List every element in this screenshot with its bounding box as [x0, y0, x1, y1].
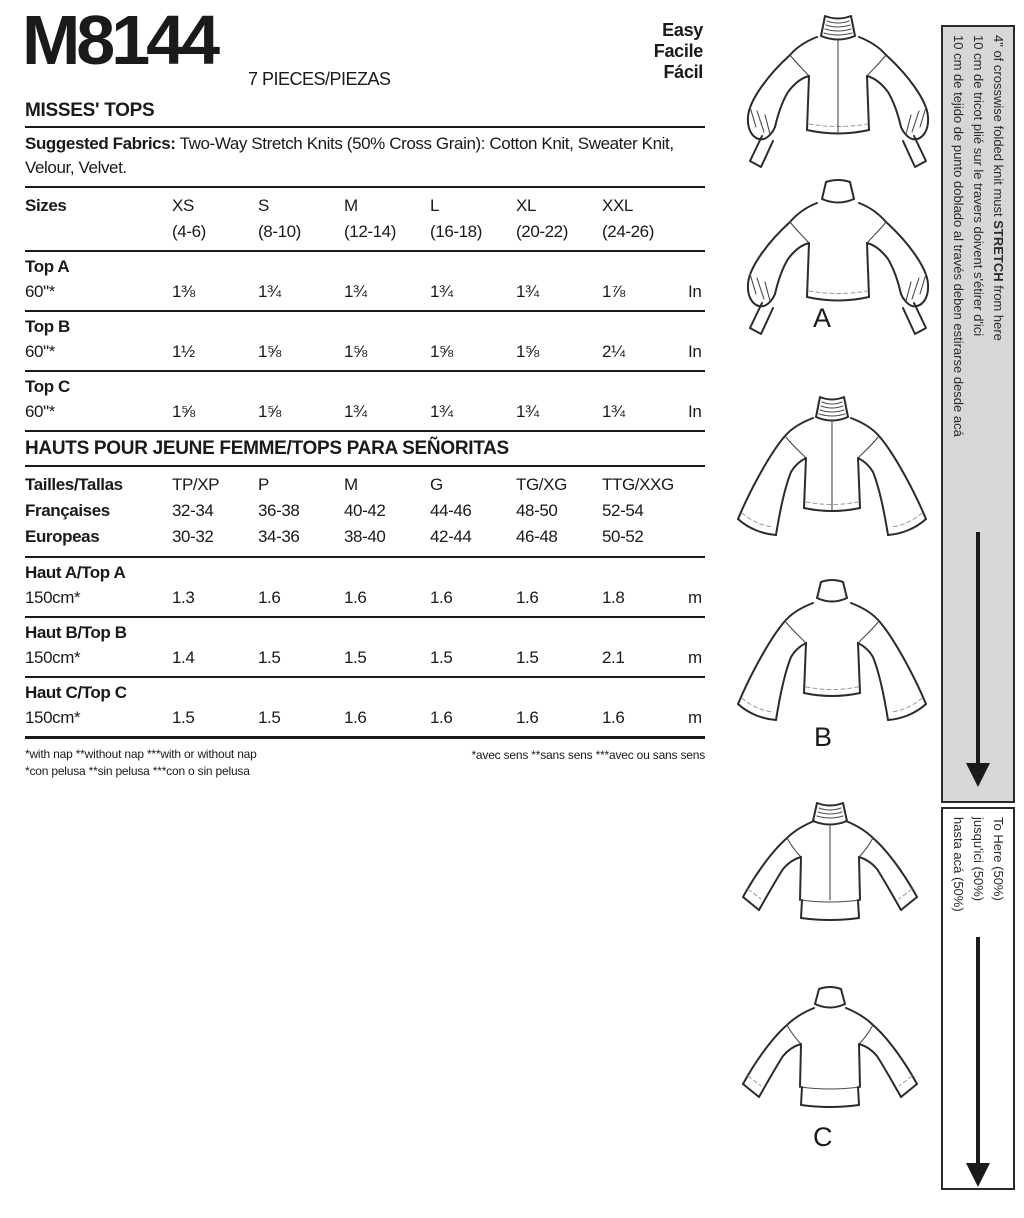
top-a-back-illustration — [733, 178, 943, 340]
metric-row-haut-c: Haut C/Top C 150cm* 1.5 1.5 1.6 1.6 1.6 1.6 m — [25, 678, 705, 739]
metric-section-title: HAUTS POUR JEUNE FEMME/TOPS PARA SEÑORITAS — [25, 432, 705, 467]
footnotes-left — [25, 746, 257, 780]
stretch-gauge-line-es: 10 cm de tejido de punto doblado al través deben estirarse desde acá — [951, 35, 966, 437]
size-col: S (8-10) — [258, 196, 301, 241]
to-here-fr: jusqu'ici (50%) — [971, 817, 986, 902]
stretch-gauge-text — [943, 27, 1013, 558]
arrowhead-icon — [966, 1163, 990, 1187]
yardage-row-top-a: Top A 60"* 1⅜ 1¾ 1¾ 1¾ 1¾ 1⅞ In — [25, 252, 705, 312]
size-col: M (12-14) — [344, 196, 397, 241]
imperial-yardage-table — [25, 188, 705, 739]
top-b-back-illustration — [727, 578, 937, 740]
difficulty-es: Fácil — [663, 62, 703, 82]
stretch-gauge-bar — [941, 25, 1015, 803]
stretch-down-arrow — [966, 532, 990, 787]
header — [22, 1, 705, 100]
arrowhead-icon — [966, 763, 990, 787]
yardage-row-top-b: Top B 60"* 1½ 1⅝ 1⅝ 1⅝ 1⅝ 2¼ In — [25, 312, 705, 372]
footnote-spanish: *con pelusa **sin pelusa ***con o sin pelusa — [25, 764, 250, 778]
size-col: L (16-18) — [430, 196, 483, 241]
pieces-count: 7 PIECES/PIEZAS — [248, 69, 391, 89]
difficulty-fr: Facile — [653, 41, 703, 61]
footnote-english: *with nap **without nap ***with or without nap — [25, 747, 257, 761]
top-b-front-illustration — [727, 392, 937, 552]
sizes-header-row — [25, 188, 705, 252]
footnotes — [25, 739, 705, 780]
pattern-number: M8144 — [22, 1, 217, 79]
main-column — [22, 1, 705, 780]
european-sizes-row: Europeas 30-32 34-36 38-40 42-44 46-48 50-52 — [25, 527, 644, 546]
difficulty-en: Easy — [662, 20, 703, 40]
size-col-spacer — [688, 193, 705, 245]
to-here-down-arrow — [966, 937, 990, 1187]
stretch-gauge-line-en: 4" of crosswise folded knit must STRETCH from here — [991, 35, 1006, 341]
view-a-label: A — [813, 303, 832, 333]
suggested-fabrics — [25, 128, 705, 188]
size-col: XL (20-22) — [516, 196, 569, 241]
metric-sizes-header: Tailles/Tallas TP/XP P M G TG/XG TTG/XXG Françaises 32-34 36-38 40-42 44-46 48-50 52-54 Europeas 30-32 34-36 38-40 42-44 46-48 50-52 — [25, 467, 705, 558]
category-title: MISSES' TOPS — [25, 100, 705, 128]
size-col: XXL (24-26) — [602, 196, 655, 241]
suggested-fabrics-label: Suggested Fabrics: — [25, 134, 176, 153]
stretch-to-here-bar — [941, 807, 1015, 1190]
suggested-fabrics-text: Two-Way Stretch Knits (50% Cross Grain): Cotton Knit, Sweater Knit, Velour, Velvet. — [25, 134, 674, 177]
footnote-french: *avec sens **sans sens ***avec ou sans sens — [471, 748, 705, 762]
top-a-front-illustration — [733, 10, 943, 172]
stretch-gauge-line-fr: 10 cm de tricot plié sur le travers doivent s'étirer d'ici — [971, 35, 986, 337]
top-c-back-illustration — [730, 985, 930, 1125]
top-c-front-illustration — [730, 797, 930, 937]
view-c-label: C — [813, 1122, 833, 1152]
difficulty-levels — [654, 20, 703, 83]
french-sizes-row: Françaises 32-34 36-38 40-42 44-46 48-50 52-54 — [25, 501, 644, 520]
yardage-row-top-c: Top C 60"* 1⅝ 1⅝ 1¾ 1¾ 1¾ 1¾ In — [25, 372, 705, 432]
metric-row-haut-b: Haut B/Top B 150cm* 1.4 1.5 1.5 1.5 1.5 2.1 m — [25, 618, 705, 678]
size-col: XS (4-6) — [172, 196, 206, 241]
sizes-label: Sizes — [25, 196, 67, 215]
to-here-en: To Here (50%) — [991, 817, 1006, 901]
view-b-label: B — [814, 722, 833, 752]
to-here-es: hasta acá (50%) — [951, 817, 966, 912]
metric-row-haut-a: Haut A/Top A 150cm* 1.3 1.6 1.6 1.6 1.6 1.8 m — [25, 558, 705, 618]
